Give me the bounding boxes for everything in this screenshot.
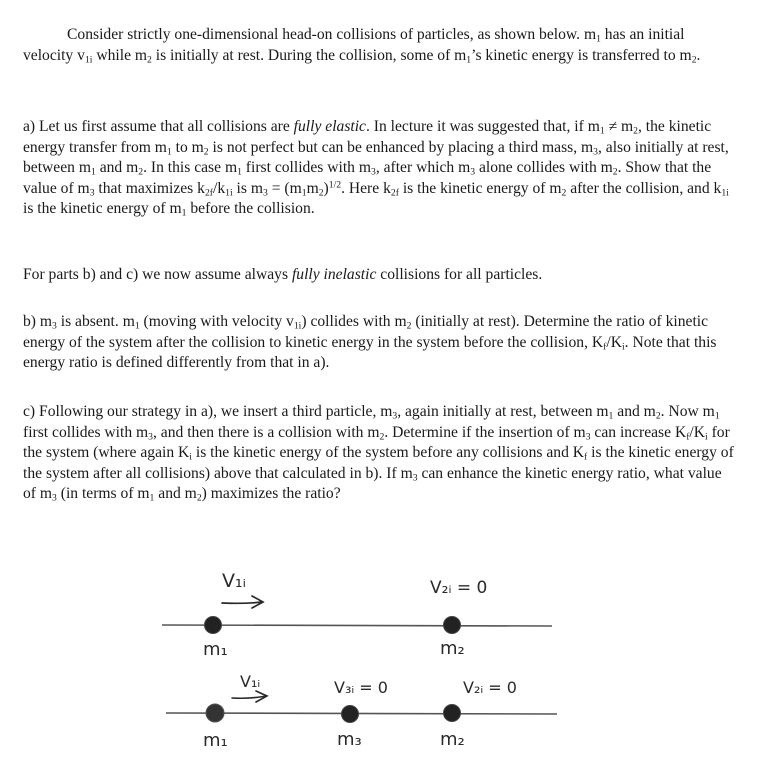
- bottom-m3-ball: [342, 706, 359, 723]
- bottom-m1-label: m₁: [203, 730, 228, 751]
- collision-sketch: [0, 555, 759, 783]
- top-velocity-label: V₁ᵢ: [222, 570, 247, 592]
- top-v2-label: V₂ᵢ = 0: [430, 578, 488, 598]
- top-m2-label: m₂: [440, 638, 465, 659]
- top-arrow-icon: [222, 596, 263, 608]
- part-a-paragraph: a) Let us first assume that all collisions are fully elastic. In lecture it was suggested that, if $m_1 \ne m_2$, the kinetic energy transfer from $m_1$ to $m_2$ is not perfect but can be enhanced by placing a third mass, $m_3$, also initially at rest, between $m_1$ and $m_2$. In this case $m_1$ first collides with $m_3$, after which $m_3$ alone collides with $m_2$. Show that the value of $m_3$ that maximizes $k_{2f}/k_{1i}$ is $m_3 = (m_1m_2)^{1/2}$. Here $k_{2f}$ is the kinetic energy of $m_2$ after the collision, and $k_{1i}$ is the kinetic energy of $m_1$ before the collision.: [23, 118, 729, 219]
- intro-paragraph: Consider strictly one-dimensional head-on collisions of particles, as shown below. $m_1$ has an initial velocity $v_{1i}$ while $m_2$ is initially at rest. During the collision, some of $m_1’s$ kinetic energy is transferred to $m_2$.: [23, 26, 701, 65]
- bottom-velocity-label: V₁ᵢ: [240, 672, 261, 691]
- bottom-m2-label: m₂: [440, 729, 465, 750]
- bottom-v3-label: V₃ᵢ = 0: [334, 678, 388, 697]
- top-m2-ball: [444, 617, 461, 634]
- bottom-m3-label: m₃: [337, 729, 362, 750]
- bottom-track-line: [166, 713, 557, 714]
- bottom-m2-ball: [444, 705, 461, 722]
- part-b-paragraph: b) $m_3$ is absent. $m_1$ (moving with velocity $v_{1i}$) collides with $m_2$ (initially at rest). Determine the ratio of kinetic energy of the system after the collision to kinetic energy in the system before the collision, $K_f/K_i$. Note that this energy ratio is defined differently from that in a).: [23, 313, 717, 371]
- top-m1-ball: [205, 617, 222, 634]
- bottom-m1-ball: [206, 704, 224, 722]
- bottom-v2-label: V₂ᵢ = 0: [463, 678, 517, 697]
- part-c-paragraph: c) Following our strategy in a), we insert a third particle, $m_3$, again initially at rest, between $m_1$ and $m_2$. Now $m_1$ first collides with $m_3$, and then there is a collision with $m_2$. Determine if the insertion of $m_3$ can increase $K_f/K_i$ for the system (where again $K_i$ is the kinetic energy of the system before any collisions and $K_f$ is the kinetic energy of the system after all collisions) above that calculated in b). If $m_3$ can enhance the kinetic energy ratio, what value of $m_3$ (in terms of $m_1$ and $m_2$) maximizes the ratio?: [23, 403, 734, 504]
- bottom-arrow-icon: [232, 691, 267, 702]
- top-m1-label: m₁: [203, 639, 228, 660]
- parts-bc-note: For parts b) and c) we now assume always fully inelastic collisions for all particles.: [23, 266, 543, 283]
